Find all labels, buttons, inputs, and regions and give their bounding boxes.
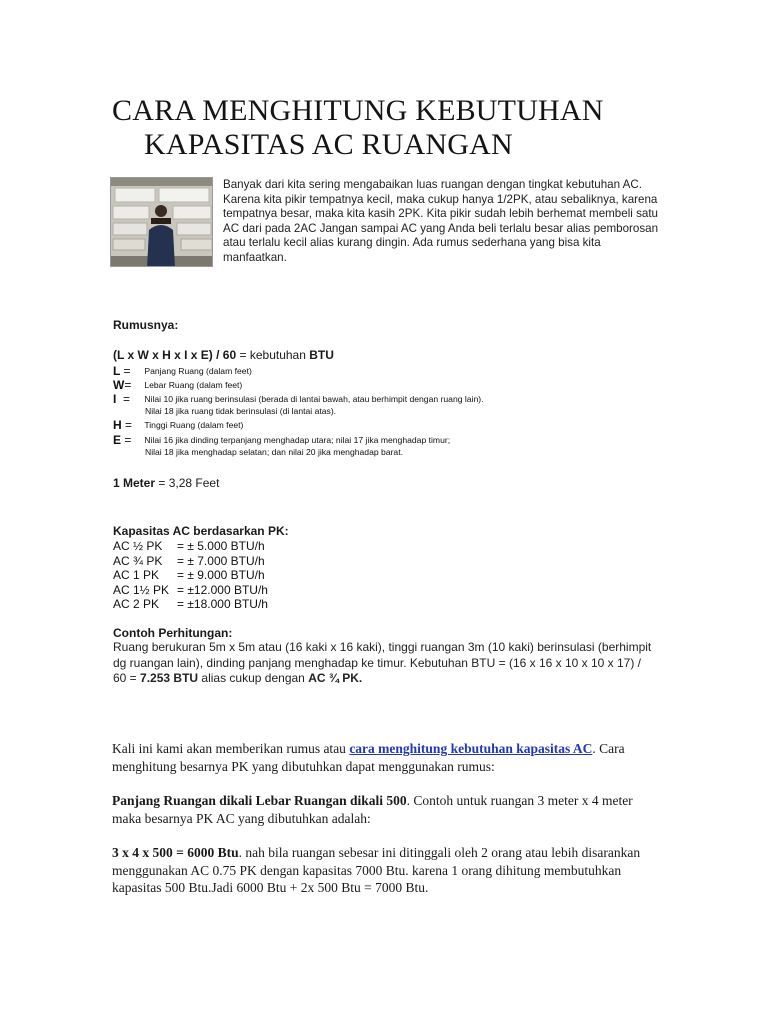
- capacity-value: = ±18.000 BTU/h: [177, 597, 268, 611]
- capacity-value: = ± 5.000 BTU/h: [177, 539, 265, 553]
- formula-unit: BTU: [309, 348, 334, 362]
- example-result-pk: AC ¾ PK.: [308, 671, 363, 685]
- formula-equals: = kebutuhan: [239, 348, 306, 362]
- capacity-row: [113, 568, 265, 582]
- paragraph-rumus-pre: Kali ini kami akan memberikan rumus atau: [112, 741, 346, 756]
- paragraph-contoh-btu: [112, 844, 652, 897]
- paragraph-panjang-bold: Panjang Ruangan dikali Lebar Ruangan dikali 500: [112, 793, 407, 808]
- example-mid: alias cukup dengan: [201, 671, 305, 685]
- paragraph-panjang-rest: . Contoh untuk ruangan 3 meter x 4 meter maka besarnya PK AC yang dibutuhkan adalah:: [112, 793, 633, 826]
- formula-expression: (L x W x H x I x E) / 60: [113, 348, 237, 362]
- meter-conversion: [113, 476, 219, 490]
- intro-paragraph: Banyak dari kita sering mengabaikan luas ruangan dengan tingkat kebutuhan AC. Karena kita pikir tempatnya kecil, maka cukup hanya 1/2PK, atau sebaliknya, karena tempatnya besar, maka kita kasih 2PK. Kita pikir sudah lebih berhemat membeli satu AC dari pada 2AC Jangan sampai AC yang Anda beli terlalu besar alias pemborosan atau terlalu kecil alias kurang dingin. Ada rumus sederhana yang bisa kita manfaatkan.: [223, 178, 659, 264]
- capacity-name: AC ½ PK: [113, 539, 163, 553]
- capacity-name: AC ¾ PK: [113, 554, 163, 568]
- definition-symbol: W=: [113, 378, 132, 392]
- definition-row: [113, 392, 484, 406]
- example-text: Ruang berukuran 5m x 5m atau (16 kaki x 16 kaki), tinggi ruangan 3m (10 kaki) berinsulasi (berhimpit dg ruangan lain), dinding panjang menghadap ke timur. Kebutuhan BTU = (16 x 16 x 10 x 10 x 17) / 60 =: [113, 640, 652, 685]
- meter-value: = 3,28 Feet: [158, 476, 220, 490]
- definition-symbol: E =: [113, 433, 132, 447]
- definition-row: [113, 433, 450, 447]
- capacity-row: [113, 539, 265, 553]
- capacity-row: [113, 583, 268, 597]
- definition-text: Nilai 10 jika ruang berinsulasi (berada di lantai bawah, atau berhimpit dengan ruang lain).: [144, 394, 484, 404]
- paragraph-panjang-lebar: [112, 792, 652, 827]
- capacity-name: AC 1½ PK: [113, 583, 170, 597]
- example-heading: Contoh Perhitungan:: [113, 626, 233, 640]
- capacity-name: AC 1 PK: [113, 568, 160, 582]
- paragraph-btu-rest: . nah bila ruangan sebesar ini ditinggali oleh 2 orang atau lebih disarankan menggunakan AC 0.75 PK dengan kapasitas 7000 Btu. karena 1 orang dihitung membutuhkan kapasitas 500 Btu.Jadi 6000 Btu + 2x 500 Btu = 7000 Btu.: [112, 845, 641, 895]
- paragraph-rumus-post: . Cara menghitung besarnya PK yang dibutuhkan dapat menggunakan rumus:: [112, 741, 625, 774]
- definition-text: Tinggi Ruang (dalam feet): [144, 420, 244, 430]
- formula-line: [113, 348, 334, 362]
- ac-store-photo: [110, 177, 213, 267]
- example-paragraph: [113, 640, 653, 687]
- title-line-2: KAPASITAS AC RUANGAN: [144, 128, 513, 161]
- capacity-row: [113, 597, 268, 611]
- capacity-row: [113, 554, 265, 568]
- capacity-value: = ± 7.000 BTU/h: [177, 554, 265, 568]
- definition-symbol: H =: [113, 418, 133, 432]
- definition-symbol: I =: [113, 392, 131, 406]
- definition-continuation: Nilai 18 jika ruang tidak berinsulasi (di lantai atas).: [145, 406, 337, 416]
- meter-label: 1 Meter: [113, 476, 156, 490]
- definition-text: Panjang Ruang (dalam feet): [144, 366, 252, 376]
- paragraph-btu-bold: 3 x 4 x 500 = 6000 Btu: [112, 845, 239, 860]
- formula-heading: Rumusnya:: [113, 318, 179, 332]
- definition-row: [113, 418, 243, 432]
- definition-text: Lebar Ruang (dalam feet): [144, 380, 243, 390]
- capacity-value: = ± 9.000 BTU/h: [177, 568, 265, 582]
- capacity-name: AC 2 PK: [113, 597, 160, 611]
- definition-row: [113, 364, 252, 378]
- title-line-1: CARA MENGHITUNG KEBUTUHAN: [112, 94, 604, 127]
- definition-row: [113, 378, 242, 392]
- example-result: 7.253 BTU: [140, 671, 199, 685]
- capacity-value: = ±12.000 BTU/h: [177, 583, 268, 597]
- paragraph-rumus: [112, 740, 652, 775]
- article-link[interactable]: cara menghitung kebutuhan kapasitas AC: [349, 741, 593, 756]
- definition-symbol: L =: [113, 364, 131, 378]
- page-title: [112, 94, 712, 162]
- definition-continuation: Nilai 18 jika menghadap selatan; dan nilai 20 jika menghadap barat.: [145, 447, 403, 457]
- definition-text: Nilai 16 jika dinding terpanjang menghadap utara; nilai 17 jika menghadap timur;: [144, 435, 451, 445]
- capacity-heading: Kapasitas AC berdasarkan PK:: [113, 524, 289, 538]
